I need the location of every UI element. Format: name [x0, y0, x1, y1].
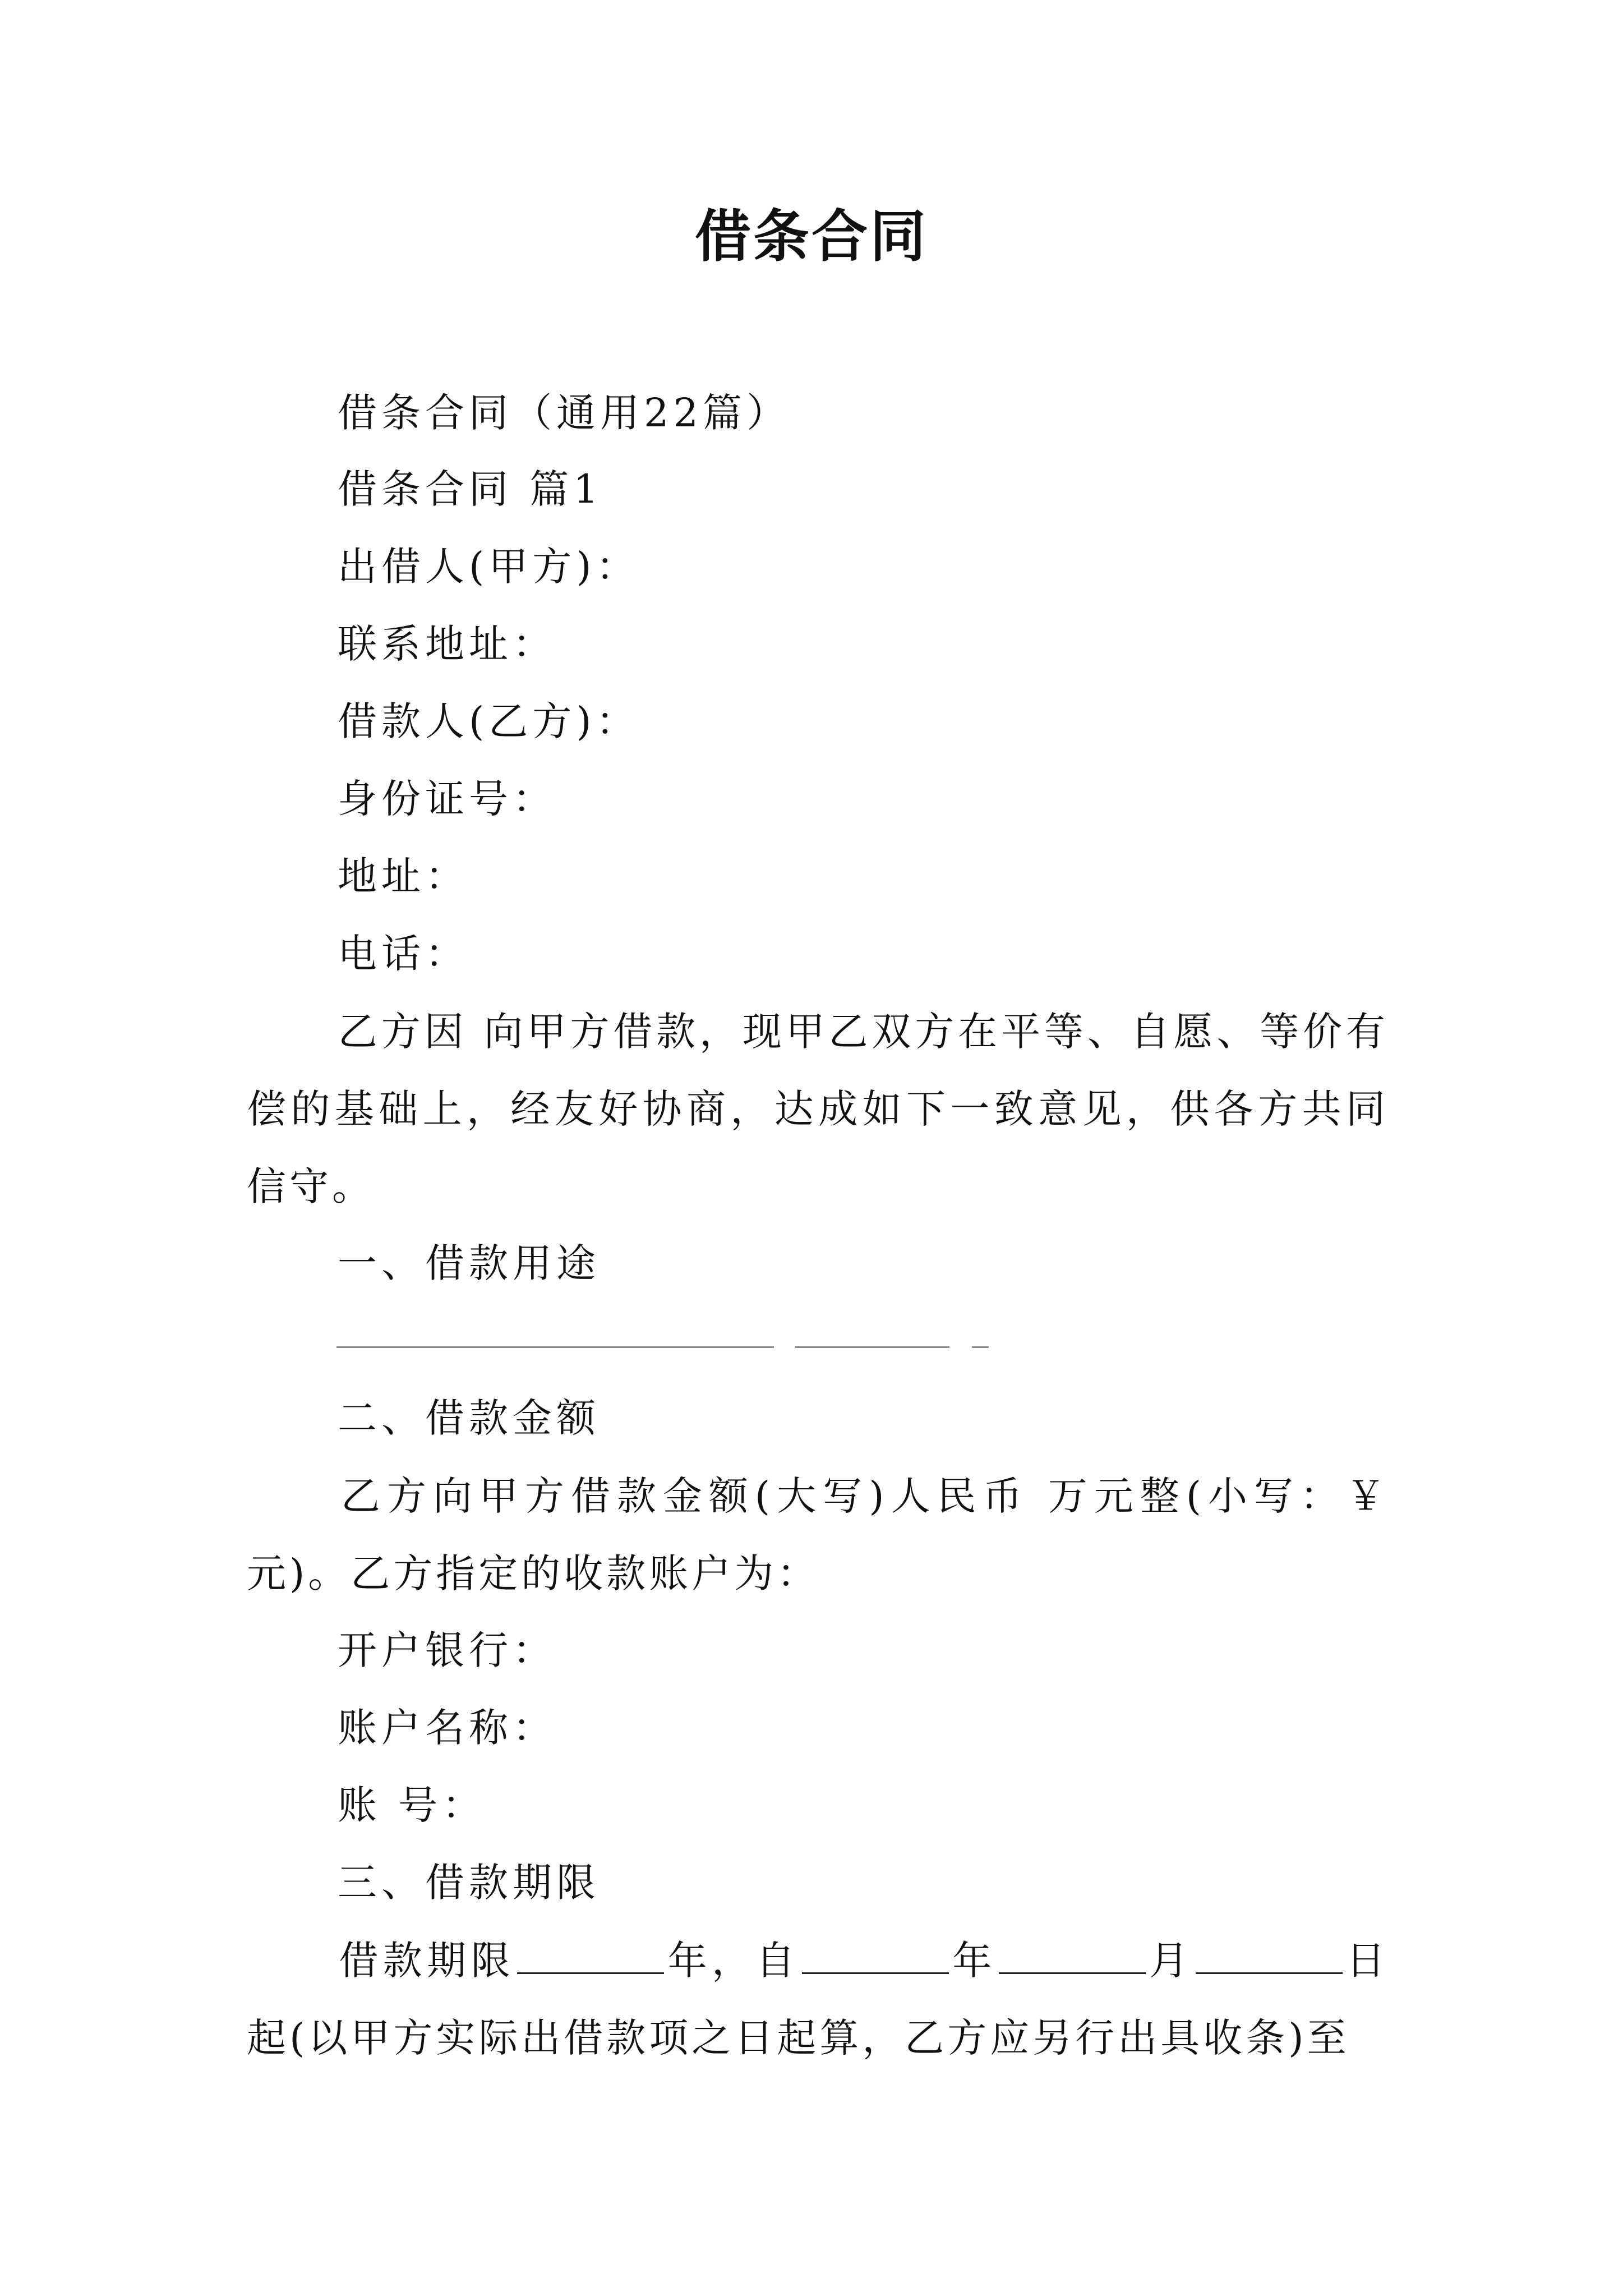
blank-line — [972, 1346, 989, 1348]
amount-text: 乙方向甲方借款金额(大写)人民币 万元整(小写：￥ 元)。乙方指定的收款账户为： — [247, 1473, 1389, 1596]
section-heading: 借条合同 篇1 — [338, 466, 603, 512]
term-continuation: 起(以甲方实际出借款项之日起算，乙方应另行出具收条)至 — [247, 2015, 1350, 2061]
blank-line — [336, 1346, 774, 1348]
term-prefix: 借款期限 — [338, 1938, 515, 1984]
contact-address-label: 联系地址： — [338, 621, 556, 667]
intro-paragraph — [247, 993, 1389, 1225]
start-day-blank[interactable] — [1196, 1939, 1343, 1974]
id-number-label: 身份证号： — [338, 776, 556, 822]
start-day-unit: 日 — [1344, 1938, 1389, 1984]
start-month-blank[interactable] — [999, 1939, 1146, 1974]
start-year-blank[interactable] — [802, 1939, 949, 1974]
intro-text: 乙方因 向甲方借款，现甲乙双方在平等、自愿、等价有偿的基础上，经友好协商，达成如下一致意见，供各方共同信守。 — [247, 1009, 1389, 1209]
bank-label: 开户银行： — [338, 1627, 556, 1673]
term-years-blank[interactable] — [517, 1939, 664, 1974]
document-subtitle: 借条合同（通用22篇） — [338, 390, 791, 436]
start-year-unit: 年 — [951, 1938, 997, 1984]
clause-3-heading: 三、借款期限 — [338, 1860, 600, 1906]
borrower-label: 借款人(乙方)： — [338, 698, 640, 744]
account-name-label: 账户名称： — [338, 1705, 556, 1751]
amount-paragraph — [247, 1457, 1389, 1612]
blank-line — [795, 1346, 949, 1348]
purpose-blank-lines — [336, 1346, 1009, 1350]
start-month-unit: 月 — [1147, 1938, 1193, 1984]
clause-1-heading: 一、借款用途 — [338, 1240, 600, 1286]
address-label: 地址： — [338, 853, 469, 899]
term-paragraph — [247, 1922, 1389, 2077]
document-title: 借条合同 — [695, 204, 928, 269]
term-year-unit: 年，自 — [666, 1938, 800, 1984]
account-number-label: 账 号： — [338, 1782, 486, 1828]
lender-label: 出借人(甲方)： — [338, 544, 640, 590]
clause-2-heading: 二、借款金额 — [338, 1395, 600, 1441]
phone-label: 电话： — [338, 931, 469, 977]
